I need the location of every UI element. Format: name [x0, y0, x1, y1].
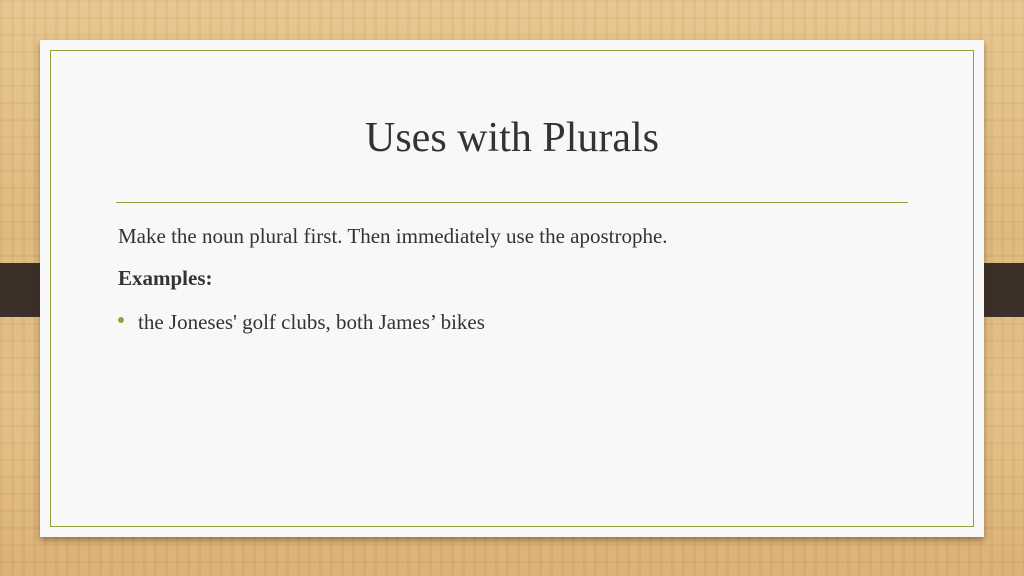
intro-paragraph: Make the noun plural first. Then immediately use the apostrophe.	[118, 224, 668, 248]
examples-heading: Examples:	[118, 266, 213, 290]
slide-title: Uses with Plurals	[365, 115, 659, 161]
bullet-text: the Joneses' golf clubs, both James’ bikes	[138, 310, 485, 334]
title-divider	[116, 202, 908, 203]
bullet-list-item	[118, 308, 485, 336]
bullet-dot-icon	[118, 317, 124, 323]
